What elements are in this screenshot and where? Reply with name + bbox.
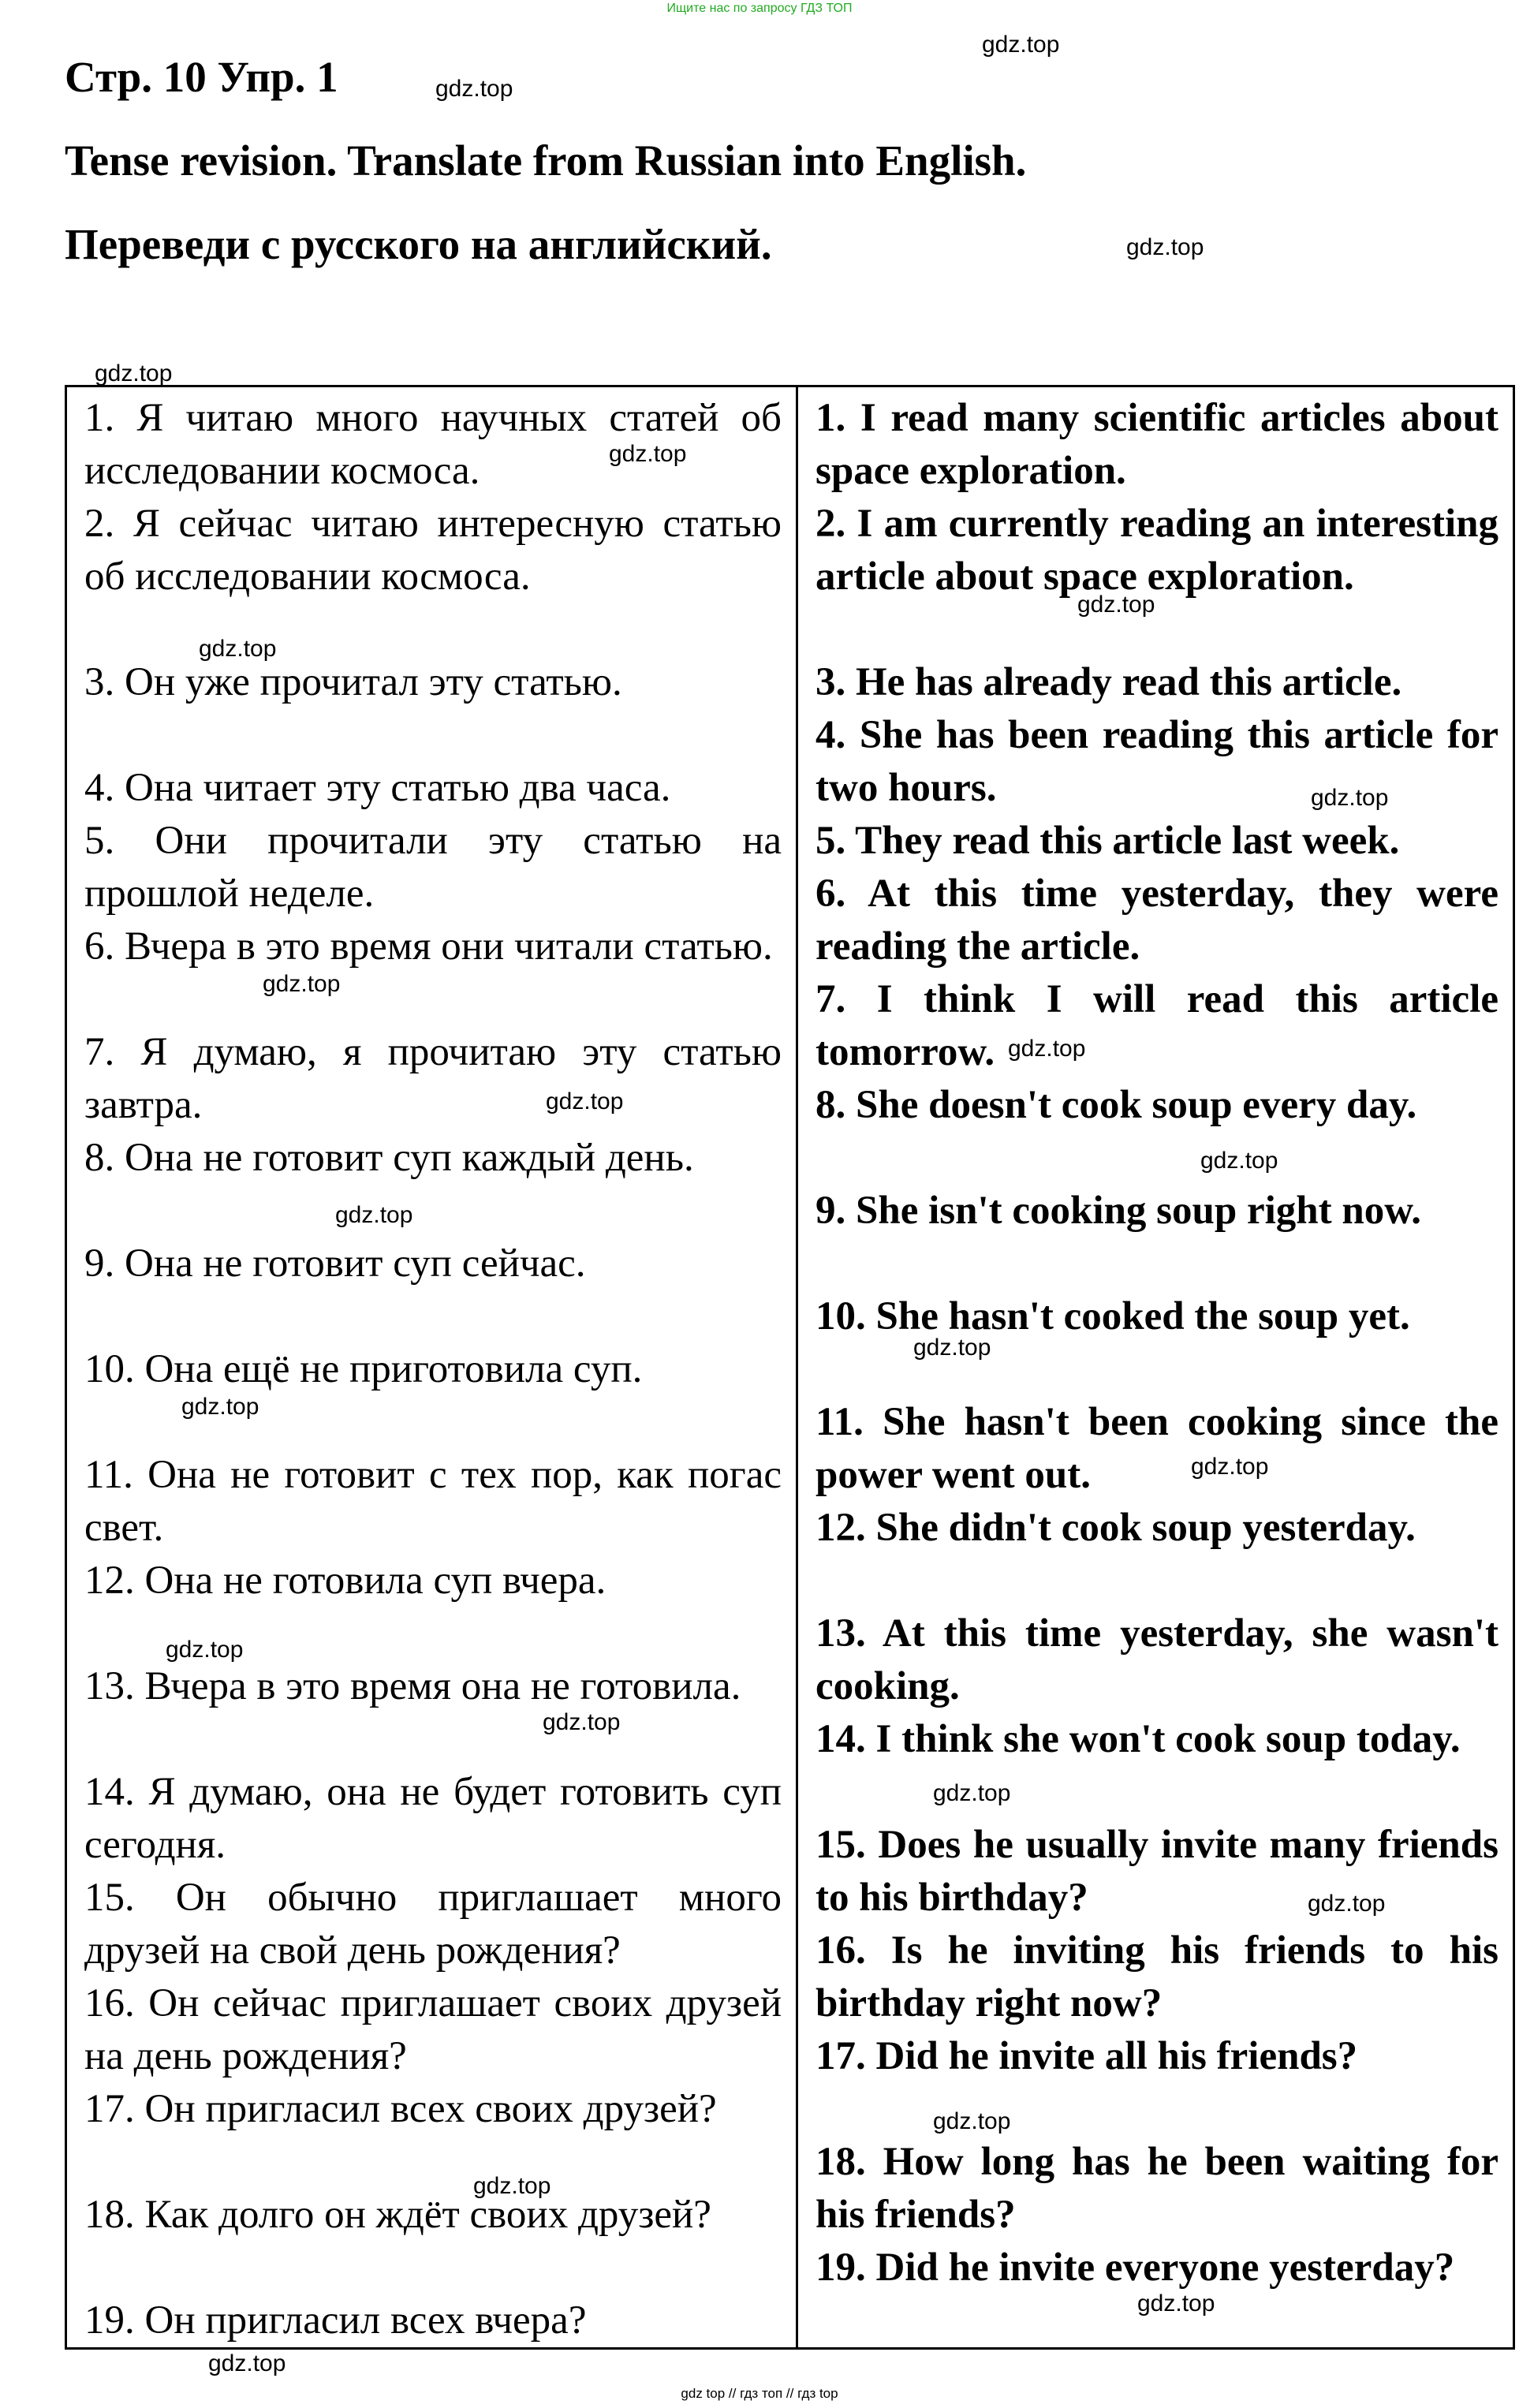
russian-sentence-17: 17. Он пригласил всех своих друзей? <box>84 2087 717 2131</box>
russian-sentence-11: 11. Она не готовит с тех пор, как погас свет. <box>84 1453 782 1550</box>
russian-sentence-7: 7. Я думаю, я прочитаю эту статью завтра. <box>84 1030 782 1127</box>
english-sentence-4: 4. She has been reading this article for two hours. <box>815 713 1498 810</box>
russian-sentence-6: 6. Вчера в это время они читали статью. <box>84 924 773 969</box>
russian-sentence-13: 13. Вчера в это время она не готовила. <box>84 1664 741 1708</box>
watermark: gdz.top <box>1191 1454 1269 1480</box>
russian-sentence-9: 9. Она не готовит суп сейчас. <box>84 1241 586 1286</box>
instruction-english: Tense revision. Translate from Russian into English. <box>65 136 1027 185</box>
watermark: gdz.top <box>543 1709 621 1735</box>
english-sentence-14: 14. I think she won't cook soup today. <box>815 1717 1461 1761</box>
russian-sentence-4: 4. Она читает эту статью два часа. <box>84 766 671 810</box>
russian-sentence-8: 8. Она не готовит суп каждый день. <box>84 1136 694 1180</box>
instruction-russian: Переведи с русского на английский. <box>65 220 772 268</box>
russian-sentence-3: 3. Он уже прочитал эту статью. <box>84 660 622 704</box>
watermark: gdz.top <box>609 441 687 467</box>
page-title: Стр. 10 Упр. 1 <box>65 53 338 101</box>
watermark: gdz.top <box>1308 1891 1386 1917</box>
english-sentence-8: 8. She doesn't cook soup every day. <box>815 1083 1417 1127</box>
russian-sentence-15: 15. Он обычно приглашает много друзей на свой день рождения? <box>84 1876 782 1973</box>
english-sentence-2: 2. I am currently reading an interesting article about space exploration. <box>815 502 1498 599</box>
english-sentence-13: 13. At this time yesterday, she wasn't cooking. <box>815 1611 1498 1708</box>
english-sentence-3: 3. He has already read this article. <box>815 660 1402 704</box>
watermark: gdz.top <box>1008 1036 1086 1062</box>
watermark: gdz.top <box>913 1335 991 1361</box>
russian-sentence-14: 14. Я думаю, она не будет готовить суп сегодня. <box>84 1770 782 1867</box>
watermark: gdz.top <box>473 2173 551 2199</box>
english-sentence-6: 6. At this time yesterday, they were reading the article. <box>815 872 1498 969</box>
watermark: gdz.top <box>546 1088 624 1114</box>
russian-sentence-16: 16. Он сейчас приглашает своих друзей на день рождения? <box>84 1981 782 2078</box>
english-sentence-7: 7. I think I will read this article tomorrow. <box>815 977 1498 1074</box>
russian-sentence-1: 1. Я читаю много научных статей об исследовании космоса. <box>84 396 782 493</box>
english-sentence-17: 17. Did he invite all his friends? <box>815 2034 1358 2078</box>
watermark: gdz.top <box>1126 234 1204 260</box>
russian-sentence-19: 19. Он пригласил всех вчера? <box>84 2298 587 2343</box>
english-sentence-19: 19. Did he invite everyone yesterday? <box>815 2246 1455 2290</box>
english-sentence-12: 12. She didn't cook soup yesterday. <box>815 1506 1416 1550</box>
watermark: gdz.top <box>435 76 513 102</box>
russian-column <box>66 386 797 2349</box>
watermark: gdz.top <box>933 1780 1011 1806</box>
translation-table <box>65 385 1515 2350</box>
watermark: gdz.top <box>95 360 173 386</box>
watermark: gdz.top <box>208 2350 286 2376</box>
watermark: gdz.top <box>263 971 341 997</box>
english-sentence-18: 18. How long has he been waiting for his friends? <box>815 2140 1498 2237</box>
watermark: gdz.top <box>933 2108 1011 2134</box>
russian-sentence-18: 18. Как долго он ждёт своих друзей? <box>84 2193 711 2237</box>
watermark: gdz.top <box>199 636 277 662</box>
english-sentence-15: 15. Does he usually invite many friends to his birthday? <box>815 1823 1498 1920</box>
english-sentence-5: 5. They read this article last week. <box>815 819 1400 863</box>
english-sentence-9: 9. She isn't cooking soup right now. <box>815 1189 1422 1233</box>
watermark: gdz.top <box>335 1202 413 1228</box>
watermark: gdz.top <box>1311 785 1389 811</box>
watermark: gdz.top <box>1200 1148 1278 1174</box>
russian-sentence-12: 12. Она не готовила суп вчера. <box>84 1559 606 1603</box>
watermark: gdz.top <box>982 32 1060 58</box>
english-sentence-10: 10. She hasn't cooked the soup yet. <box>815 1294 1410 1338</box>
english-sentence-16: 16. Is he inviting his friends to his birthday right now? <box>815 1928 1498 2025</box>
russian-sentence-5: 5. Они прочитали эту статью на прошлой неделе. <box>84 819 782 916</box>
watermark: gdz.top <box>181 1394 259 1420</box>
english-column <box>797 386 1514 2349</box>
watermark: gdz.top <box>1137 2290 1215 2317</box>
watermark: gdz.top <box>1077 592 1155 618</box>
russian-sentence-2: 2. Я сейчас читаю интересную статью об исследовании космоса. <box>84 502 782 599</box>
watermark: gdz.top <box>166 1637 244 1663</box>
english-sentence-1: 1. I read many scientific articles about space exploration. <box>815 396 1498 493</box>
russian-sentence-10: 10. Она ещё не приготовила суп. <box>84 1347 643 1391</box>
footer-text: gdz top // гдз топ // гдз top <box>681 2386 838 2401</box>
top-link[interactable]: Ищите нас по запросу ГДЗ ТОП <box>666 2 853 15</box>
english-sentence-11: 11. She hasn't been cooking since the power went out. <box>815 1400 1498 1497</box>
